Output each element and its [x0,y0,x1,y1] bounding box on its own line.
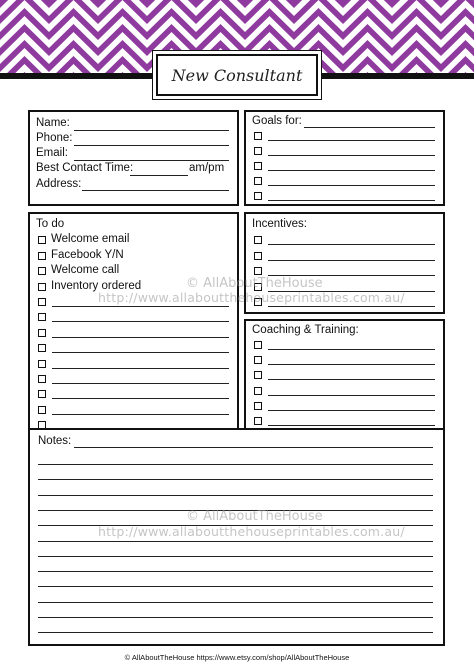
notes-line[interactable] [38,464,433,465]
best-time-label: Best Contact Time: [36,162,134,174]
phone-label: Phone: [36,132,73,144]
footer-credit: © AllAboutTheHouse https://www.etsy.com/shop/AllAboutTheHouse [124,653,350,662]
name-label: Name: [36,117,70,129]
ampm-label: am/pm [189,162,225,174]
incentives-checkbox[interactable] [254,283,262,291]
name-field[interactable] [74,130,229,131]
goals-label: Goals for: [252,115,302,127]
coaching-checkbox[interactable] [254,356,262,364]
todo-checkbox[interactable] [38,267,46,275]
goals-box [244,110,445,206]
todo-line[interactable] [52,398,229,399]
coaching-line[interactable] [268,410,435,411]
notes-box [28,428,445,646]
coaching-checkbox[interactable] [254,417,262,425]
goals-checkbox[interactable] [254,177,262,185]
todo-item-label: Welcome email [51,233,130,245]
goals-line[interactable] [268,200,435,201]
todo-line[interactable] [52,306,229,307]
todo-checkbox[interactable] [38,298,46,306]
incentives-checkbox[interactable] [254,267,262,275]
coaching-label: Coaching & Training: [252,324,359,336]
todo-line[interactable] [52,368,229,369]
address-label: Address: [36,178,82,190]
incentives-line[interactable] [268,306,435,307]
todo-line[interactable] [52,337,229,338]
todo-checkbox[interactable] [38,313,46,321]
email-label: Email: [36,147,68,159]
goals-line[interactable] [268,185,435,186]
goals-line[interactable] [268,155,435,156]
incentives-checkbox[interactable] [254,236,262,244]
todo-checkbox[interactable] [38,252,46,260]
todo-line[interactable] [52,414,229,415]
todo-checkbox[interactable] [38,283,46,291]
goals-checkbox[interactable] [254,132,262,140]
notes-line[interactable] [38,525,433,526]
todo-item-label: Facebook Y/N [51,248,124,261]
email-field[interactable] [74,160,229,161]
todo-checkbox[interactable] [38,375,46,383]
todo-label: To do [36,218,65,230]
best-time-field[interactable] [130,175,188,176]
notes-line[interactable] [38,586,433,587]
coaching-checkbox[interactable] [254,341,262,349]
todo-line[interactable] [52,383,229,384]
incentives-line[interactable] [268,244,435,245]
watermark-url: http://www.allaboutthehouseprintables.com.au/ [98,290,405,305]
notes-line[interactable] [38,617,433,618]
title-box [156,54,318,96]
notes-line[interactable] [38,479,433,480]
notes-line[interactable] [38,556,433,557]
goals-line[interactable] [268,170,435,171]
watermark-url-2: http://www.allaboutthehouseprintables.com.au/ [98,524,405,539]
todo-checkbox[interactable] [38,390,46,398]
notes-line[interactable] [38,541,433,542]
incentives-label: Incentives: [252,218,307,230]
coaching-line[interactable] [268,379,435,380]
todo-checkbox[interactable] [38,236,46,244]
notes-line[interactable] [38,632,433,633]
page-title: New Consultant [171,65,303,85]
coaching-checkbox[interactable] [254,387,262,395]
todo-box [28,212,239,450]
watermark-copyright: © AllAboutTheHouse [186,276,323,291]
todo-checkbox[interactable] [38,329,46,337]
todo-item-label: Welcome call [51,264,120,276]
incentives-line[interactable] [268,291,435,292]
coaching-line[interactable] [268,425,435,426]
notes-line[interactable] [38,510,433,511]
goals-field[interactable] [304,127,435,128]
coaching-checkbox[interactable] [254,402,262,410]
goals-checkbox[interactable] [254,162,262,170]
incentives-line[interactable] [268,260,435,261]
notes-label: Notes: [38,435,72,447]
phone-field[interactable] [74,145,229,146]
goals-checkbox[interactable] [254,147,262,155]
notes-line[interactable] [38,602,433,603]
notes-first-line[interactable] [74,447,433,448]
goals-line[interactable] [268,140,435,141]
coaching-line[interactable] [268,395,435,396]
incentives-checkbox[interactable] [254,252,262,260]
notes-line[interactable] [38,571,433,572]
todo-line[interactable] [52,352,229,353]
contact-box [28,110,239,206]
todo-item-label: Inventory ordered [51,279,142,292]
coaching-line[interactable] [268,349,435,350]
incentives-box [244,212,445,314]
coaching-line[interactable] [268,364,435,365]
todo-line[interactable] [52,321,229,322]
watermark-copyright-2: © AllAboutTheHouse [186,509,323,524]
todo-checkbox[interactable] [38,406,46,414]
notes-line[interactable] [38,495,433,496]
todo-checkbox[interactable] [38,360,46,368]
goals-checkbox[interactable] [254,192,262,200]
todo-checkbox[interactable] [38,344,46,352]
coaching-checkbox[interactable] [254,371,262,379]
address-field[interactable] [82,190,229,191]
incentives-line[interactable] [268,275,435,276]
incentives-checkbox[interactable] [254,298,262,306]
